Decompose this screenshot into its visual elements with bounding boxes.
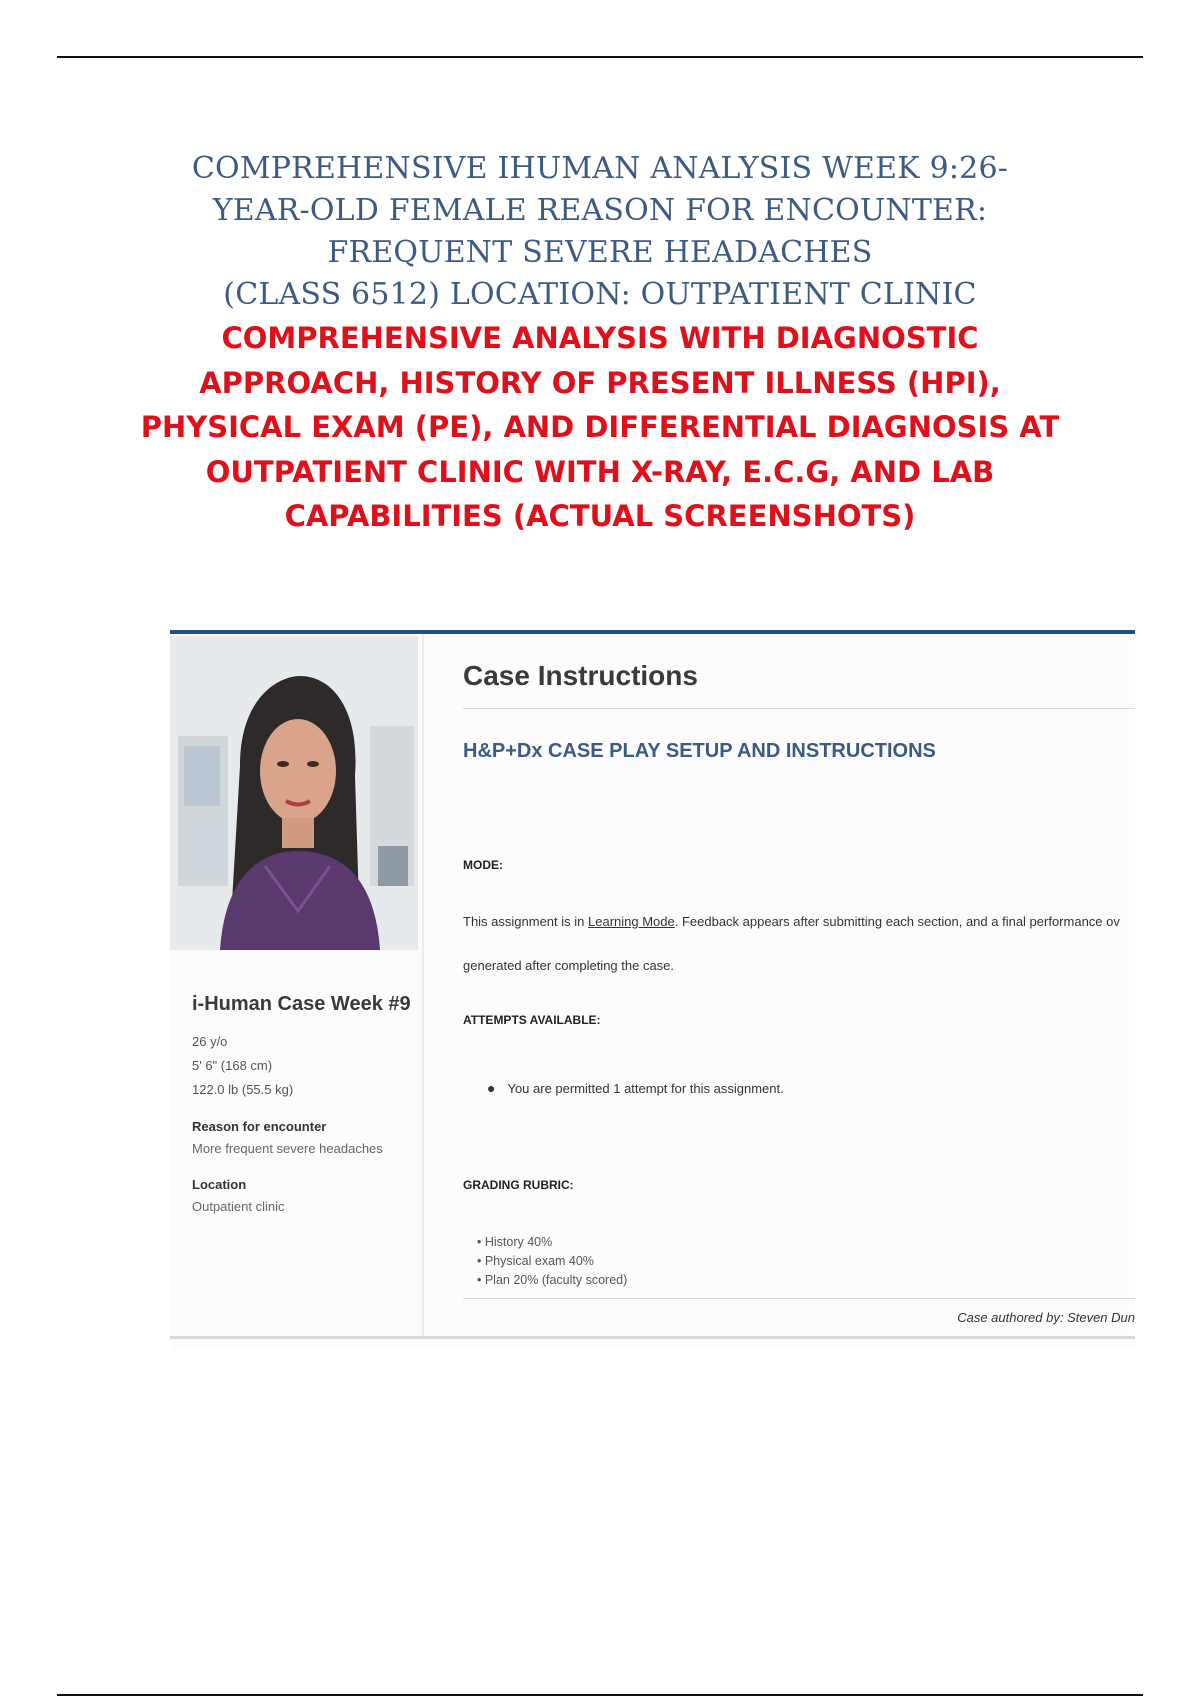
patient-portrait xyxy=(170,636,418,950)
location-value: Outpatient clinic xyxy=(192,1199,285,1214)
document-title-block xyxy=(120,148,1080,539)
location-label: Location xyxy=(192,1177,247,1192)
subtitle-line: COMPREHENSIVE ANALYSIS WITH DIAGNOSTIC xyxy=(221,321,979,355)
reason-value: More frequent severe headaches xyxy=(192,1141,383,1156)
panel-divider xyxy=(422,634,424,1336)
title-line: (CLASS 6512) LOCATION: OUTPATIENT CLINIC xyxy=(223,277,977,312)
top-rule xyxy=(57,56,1143,58)
rubric-item: • Physical exam 40% xyxy=(477,1254,594,1268)
setup-subheading: H&P+Dx CASE PLAY SETUP AND INSTRUCTIONS xyxy=(463,740,936,762)
attempts-label: ATTEMPTS AVAILABLE: xyxy=(463,1013,601,1027)
attempts-item-text: You are permitted 1 attempt for this assignment. xyxy=(507,1081,784,1096)
screenshot-accent-bar xyxy=(170,630,1135,634)
patient-height: 5' 6" (168 cm) xyxy=(192,1058,273,1073)
case-instructions-heading: Case Instructions xyxy=(463,660,698,691)
mode-text-after: . Feedback appears after submitting each section, and a final performance ov xyxy=(674,914,1120,929)
case-title: i-Human Case Week #9 xyxy=(192,993,411,1015)
patient-summary xyxy=(192,990,412,1218)
bottom-rule xyxy=(57,1694,1143,1696)
mode-description xyxy=(463,914,1120,929)
attempts-item xyxy=(487,1080,784,1096)
subtitle-line: APPROACH, HISTORY OF PRESENT ILLNESS (HPI), xyxy=(199,365,1001,400)
patient-weight: 122.0 lb (55.5 kg) xyxy=(192,1082,294,1097)
case-author: Case authored by: Steven Dun xyxy=(957,1310,1135,1325)
subtitle-line: PHYSICAL EXAM (PE), AND DIFFERENTIAL DIAGNOSIS AT xyxy=(140,410,1060,444)
title-line: COMPREHENSIVE IHUMAN ANALYSIS WEEK 9:26- xyxy=(191,151,1009,186)
title-line: YEAR-OLD FEMALE REASON FOR ENCOUNTER: xyxy=(212,193,988,228)
bullet-icon: ● xyxy=(487,1080,496,1096)
footer-divider xyxy=(463,1298,1135,1299)
subtitle-line: OUTPATIENT CLINIC WITH X-RAY, E.C.G, AND LAB xyxy=(205,454,995,489)
screenshot-bottom-border xyxy=(170,1336,1135,1339)
patient-avatar-illustration xyxy=(170,636,418,950)
reason-label: Reason for encounter xyxy=(192,1119,327,1134)
mode-text-before: This assignment is in xyxy=(463,914,588,929)
patient-age: 26 y/o xyxy=(192,1034,228,1049)
document-title xyxy=(120,148,1080,316)
grading-rubric-label: GRADING RUBRIC: xyxy=(463,1178,574,1192)
rubric-item: • History 40% xyxy=(477,1235,553,1249)
case-screenshot xyxy=(170,630,1135,1350)
rubric-item: • Plan 20% (faculty scored) xyxy=(477,1273,628,1287)
subtitle-line: CAPABILITIES (ACTUAL SCREENSHOTS) xyxy=(284,499,916,533)
title-line: FREQUENT SEVERE HEADACHES xyxy=(327,235,873,270)
learning-mode-link[interactable]: Learning Mode xyxy=(588,914,675,929)
mode-description-line2: generated after completing the case. xyxy=(463,958,675,973)
mode-label: MODE: xyxy=(463,858,503,872)
heading-divider xyxy=(463,708,1135,709)
document-subtitle xyxy=(120,316,1080,539)
